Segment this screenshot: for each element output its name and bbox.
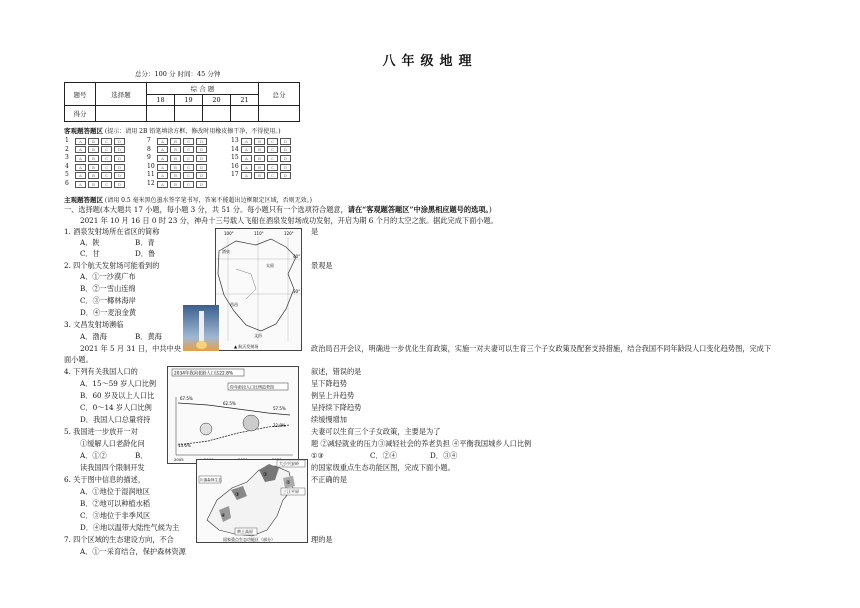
bubble-question-number: 4 [65,162,69,170]
answer-bubble-a[interactable]: A [241,146,252,153]
bubble-row [147,163,207,172]
ecological-map-svg [197,460,307,542]
q5-option-b: B． [135,451,148,460]
bubble-question-number: 3 [65,154,69,162]
launch-site-map-svg [216,229,301,350]
table-subcol: 20 [203,95,231,106]
q7-option-a: A．①一采育结合，保护森林资源 [80,547,186,556]
score-table [64,82,300,122]
answer-bubble-d[interactable]: D [280,155,291,162]
map2-label: ② [286,480,291,486]
section-1-end: ) [489,205,492,214]
answer-bubble-d[interactable]: D [196,138,207,145]
intro-2-b: 政治局召开会议，明确进一步优化生育政策，实施一对夫妻可以生育三个子女政策及配套支持措施，结合我国不同年龄段人口变化趋势图，完成下 [311,344,772,353]
flame-icon [196,341,207,349]
answer-bubble-d[interactable]: D [114,164,125,171]
q5-option-d: D．③④ [430,451,458,460]
score-cell-21[interactable] [231,106,259,122]
map-place: 西昌 [230,302,238,307]
bubble-row [65,137,125,146]
q5-option-b-end: ①③ [311,451,324,460]
map-legend: ▲ 航天发射场 [234,344,259,349]
map2-label: ③ [235,492,240,498]
answer-bubble-d[interactable]: D [280,138,291,145]
bubble-row [65,154,125,163]
q4-option-b-end: 例呈上升趋势 [311,391,355,400]
q2-option-c: C．③一椰林海岸 [80,296,136,305]
q1-option-c: C．甘 [80,249,100,258]
map-place: 太原 [266,263,274,268]
answer-bubble-a[interactable]: A [157,146,168,153]
answer-bubble-a[interactable]: A [241,155,252,162]
answer-bubble-d[interactable]: D [280,146,291,153]
answer-bubble-c[interactable]: C [267,172,278,179]
data-label: 67.5% [180,396,193,401]
map2-label: ④ [221,513,226,519]
bubble-row [65,163,125,172]
answer-bubble-c[interactable]: C [183,164,194,171]
intro-3-b: 的国家级重点生态功能区图，完成下面小题。 [311,463,455,472]
intro-1: 2021 年 10 月 16 日 0 时 23 分，神舟十三号载人飞船在酒泉发射场成功发射，开启为期 6 个月的太空之旅。据此完成下面小题。 [80,216,498,225]
answer-bubble-d[interactable]: D [196,172,207,179]
answer-bubble-d[interactable]: D [114,146,125,153]
score-cell-19[interactable] [175,106,203,122]
table-header-choice: 选择题 [96,83,147,106]
answer-bubble-b[interactable]: B [88,172,99,179]
map-lat-label: 40° [293,254,301,259]
answer-bubble-b[interactable]: B [88,164,99,171]
intro-2-c: 面小题。 [64,355,93,364]
bubble-question-number: 2 [65,145,69,153]
bubble-row [231,154,291,163]
bubble-row [147,171,207,180]
question-2: 2. 四个航天发射场可能看到的 [64,261,160,270]
question-1-end: 是 [311,227,319,236]
answer-bubble-a[interactable]: A [241,172,252,179]
map-place: 酒泉 [222,249,230,254]
map-lat-label: 30° [293,289,301,294]
answer-bubble-b[interactable]: B [88,181,99,188]
answer-bubble-c[interactable]: C [101,155,112,162]
table-header-total: 总分 [259,83,300,106]
answer-bubble-b[interactable]: B [170,181,181,188]
answer-bubble-a[interactable]: A [241,138,252,145]
answer-bubble-c[interactable]: C [267,164,278,171]
bubble-question-number: 17 [231,171,239,179]
answer-bubble-a[interactable]: A [157,164,168,171]
q2-option-a: A．①一沙漠广布 [80,272,136,281]
q2-option-b: B．②一雪山连绵 [80,284,136,293]
population-trend-chart [167,366,299,464]
objective-section-header [64,126,281,135]
bubble-column [231,137,291,180]
bubble-row [147,180,207,189]
answer-bubble-a[interactable]: A [75,155,86,162]
section-1-bold: 请在“客观题答题区”中涂黑相应题号的选项。 [347,205,489,214]
question-1: 1. 酒泉发射场所在省区的简称 [64,227,160,236]
q4-option-c-end: 呈持续下降趋势 [311,403,362,412]
question-6-end: 不正确的是 [311,475,347,484]
map-lon-label: 120° [284,231,294,236]
bubble-row [231,137,291,146]
score-cell-total[interactable] [259,106,300,122]
table-subcol: 19 [175,95,203,106]
answer-bubble-d[interactable]: D [114,181,125,188]
bubble-question-number: 12 [147,179,155,187]
table-subcol: 18 [147,95,175,106]
bubble-column [147,137,207,189]
answer-bubble-c[interactable]: C [267,146,278,153]
question-6: 6. 关于图中信息的描述， [64,475,146,484]
bubble-row [147,146,207,155]
answer-bubble-b[interactable]: B [170,164,181,171]
section-1-instruction [64,205,492,215]
bubble-question-number: 1 [65,137,69,144]
section-1-text: 一、选择题(本大题共 17 小题，每小题 3 分，共 51 分。每小题只有一个选项符合题意， [64,205,348,214]
q3-option-b: B．黄海 [135,332,162,341]
score-cell-20[interactable] [203,106,231,122]
q1-option-d: D．鲁 [135,249,156,258]
answer-bubble-b[interactable]: B [254,164,265,171]
answer-bubble-c[interactable]: C [183,146,194,153]
bubble-row [147,154,207,163]
q2-option-d: D．④一麦浪金黄 [80,308,137,317]
question-5: 5. 我国进一步放开一对 [64,427,138,436]
q6-option-b: B．②地可以种植水稻 [80,499,150,508]
bubble-question-number: 11 [147,171,155,179]
intro-2-a: 2021 年 5 月 31 日，中共中央 [80,344,181,353]
bubble-question-number: 15 [231,154,239,162]
map-place: 文昌 [254,333,262,338]
question-4: 4. 下列有关我国人口的 [64,367,138,376]
bubble-row [65,180,125,189]
answer-bubble-b[interactable]: B [88,155,99,162]
table-header-num: 题号 [65,83,96,106]
answer-bubble-c[interactable]: C [267,138,278,145]
answer-bubble-d[interactable]: D [280,164,291,171]
subjective-header-title: 主观题答题区 [64,196,103,204]
answer-bubble-d[interactable]: D [196,155,207,162]
map-lon-label: 100° [224,231,234,236]
q5-option-a: A．①② [80,451,107,460]
answer-bubble-b[interactable]: B [170,172,181,179]
answer-bubble-grid [65,137,300,189]
map2-caption: 国家重点生态功能区（部分） [223,537,275,542]
ecological-zone-map [196,459,308,543]
objective-header-note: (提示：请用 2B 铅笔填涂方框，修改时用橡皮擦干净，不得使用。) [104,128,281,135]
q1-option-a: A．陕 [80,238,100,247]
answer-bubble-d[interactable]: D [196,164,207,171]
q5-option-c: C．②④ [370,451,398,460]
q4-option-a: A．15～59 岁人口比例 [80,379,157,388]
bubble-question-number: 16 [231,162,239,170]
answer-bubble-d[interactable]: D [114,138,125,145]
answer-bubble-c[interactable]: C [101,138,112,145]
answer-bubble-c[interactable]: C [101,164,112,171]
question-7: 7. 四个区域的生态建设方向，不合 [64,535,174,544]
q4-option-b: B．60 岁及以上人口比 [80,391,155,400]
q5-line-2-b: 题 ②减轻就业的压力③减轻社会的养老负担 ④平衡我国城乡人口比例 [311,439,532,448]
answer-bubble-b[interactable]: B [170,138,181,145]
bubble-row [65,171,125,180]
bubble-row [231,171,291,180]
question-7-end: 理的是 [311,535,333,544]
child-figure-icon [200,423,212,435]
page-title: 八年级地理 [382,54,478,69]
answer-bubble-c[interactable]: C [101,181,112,188]
table-score-label: 得分 [65,106,96,122]
bubble-question-number: 13 [231,137,239,144]
bubble-row [231,163,291,172]
q6-option-d: D．④地以温带大陆性气候为主 [80,523,180,532]
answer-bubble-b[interactable]: B [88,146,99,153]
objective-header-title: 客观题答题区 [64,127,103,135]
population-chart-svg [168,367,298,463]
chart-title: 2034年我国老龄人口达22.8% [174,371,233,377]
subjective-section-header [64,195,312,204]
data-label: 62.5% [223,401,236,406]
bubble-question-number: 8 [147,145,151,153]
table-header-comprehensive: 综 合 题 [147,83,259,95]
rocket-icon [199,311,204,341]
table-subcol: 21 [231,95,259,106]
answer-bubble-b[interactable]: B [254,155,265,162]
answer-bubble-a[interactable]: A [241,164,252,171]
answer-bubble-a[interactable]: A [157,181,168,188]
answer-bubble-a[interactable]: A [75,164,86,171]
map2-label: 川滇森林生态 [200,478,222,482]
chart-subtitle: 你年龄段人口比例趋势图 [230,384,274,390]
answer-bubble-c[interactable]: C [101,172,112,179]
rocket-launch-photo [183,305,219,351]
subjective-header-note: (请用 0.5 毫米黑色墨水签字笔书写，答案不能超出边框限定区域，否则无效。) [104,197,312,204]
q6-option-c: C．③地位于非季风区 [80,511,151,520]
q1-option-b: B．青 [135,238,155,247]
bubble-row [65,146,125,155]
answer-bubble-c[interactable]: C [183,138,194,145]
answer-bubble-c[interactable]: C [183,172,194,179]
map2-label: 三江平原 [283,489,299,494]
bubble-question-number: 7 [147,137,151,144]
answer-bubble-b[interactable]: B [170,146,181,153]
answer-bubble-d[interactable]: D [114,155,125,162]
answer-bubble-d[interactable]: D [114,172,125,179]
answer-bubble-b[interactable]: B [254,146,265,153]
answer-bubble-b[interactable]: B [170,155,181,162]
exam-meta: 总分：100 分 时间：45 分钟 [135,70,221,78]
map2-label: 大小兴安岭 [279,461,299,466]
q6-option-a: A．①地位于湿润地区 [80,487,150,496]
question-3: 3. 文昌发射场濒临 [64,320,124,329]
answer-bubble-a[interactable]: A [75,146,86,153]
answer-bubble-a[interactable]: A [157,172,168,179]
map2-label: 黄土高原 [237,529,253,534]
answer-bubble-a[interactable]: A [75,181,86,188]
bubble-question-number: 6 [65,179,69,187]
answer-bubble-c[interactable]: C [183,181,194,188]
question-5-end: 夫妻可以生育三个子女政策，主要是为了 [311,427,441,436]
bubble-row [231,146,291,155]
answer-bubble-b[interactable]: B [88,138,99,145]
elderly-figure-icon [243,415,259,431]
answer-bubble-d[interactable]: D [280,172,291,179]
map-lon-label: 110° [254,231,264,236]
q4-option-c: C．0～14 岁人口比例 [80,403,152,412]
answer-bubble-c[interactable]: C [267,155,278,162]
answer-bubble-a[interactable]: A [157,138,168,145]
q5-line-2-a: ①缓解人口老龄化问 [80,439,145,448]
series-line-elderly [178,425,290,445]
data-label: 22.8% [273,423,286,428]
q3-option-a: A．渤海 [80,332,107,341]
answer-bubble-a[interactable]: A [75,172,86,179]
bubble-column [65,137,125,189]
question-4-end: 叙述，错误的是 [311,367,362,376]
data-label: 13.6% [178,443,191,448]
answer-bubble-d[interactable]: D [196,181,207,188]
answer-bubble-b[interactable]: B [254,172,265,179]
q4-option-a-end: 呈下降趋势 [311,379,347,388]
q4-option-d: D．我国人口总量将持 [80,415,151,424]
launch-site-map [215,228,302,351]
answer-bubble-c[interactable]: C [101,146,112,153]
map2-label: ① [263,472,268,478]
question-2-end: 景观是 [311,261,333,270]
answer-bubble-d[interactable]: D [196,146,207,153]
q4-option-d-end: 续缓慢增加 [311,415,347,424]
intro-3-a: 读我国四个限制开发 [80,463,145,472]
x-tick: 2005 [174,457,184,462]
answer-bubble-a[interactable]: A [75,138,86,145]
bubble-question-number: 9 [147,154,151,162]
score-cell-choice[interactable] [96,106,147,122]
score-cell-18[interactable] [147,106,175,122]
bubble-question-number: 5 [65,171,69,179]
answer-bubble-a[interactable]: A [157,155,168,162]
bubble-row [147,137,207,146]
data-label: 57.5% [273,406,286,411]
answer-bubble-c[interactable]: C [183,155,194,162]
bubble-question-number: 14 [231,145,239,153]
bubble-question-number: 10 [147,162,155,170]
answer-bubble-b[interactable]: B [254,138,265,145]
